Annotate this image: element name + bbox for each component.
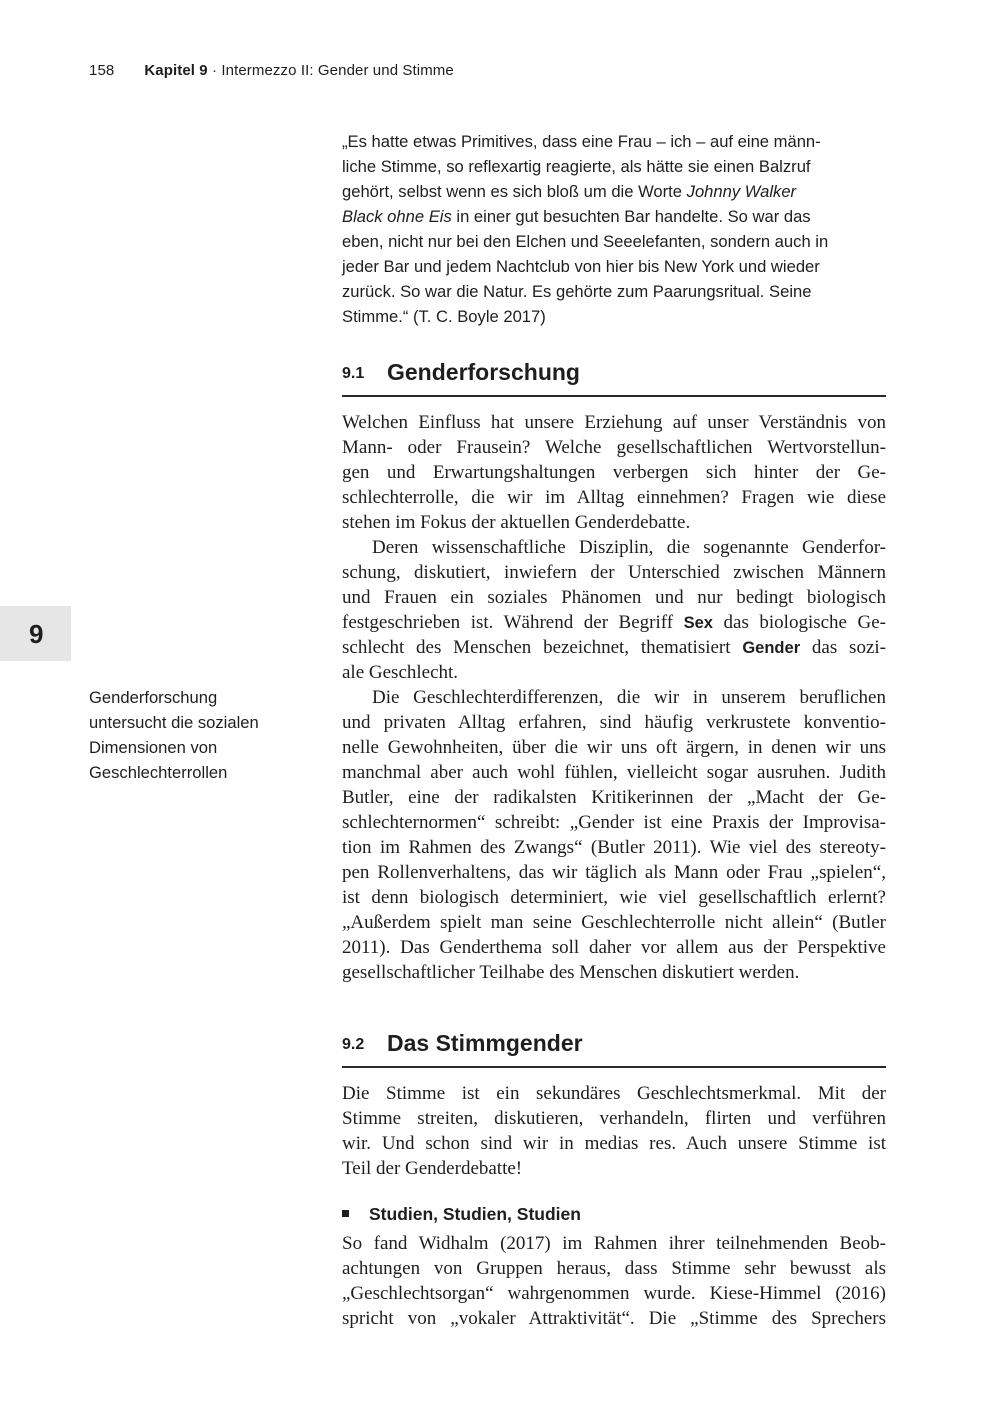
body-line: schlechterrolle, die wir im Alltag einnehmen? Fragen wie diese (342, 487, 886, 508)
body-line: Butler, eine der radikalsten Kritikerinnen der „Macht der Ge- (342, 787, 886, 808)
body-text: das biologische Ge- (712, 612, 887, 633)
section-heading-9-2 (342, 1028, 886, 1068)
quote-line: eben, nicht nur bei den Elchen und Seeelefanten, sondern auch in (342, 232, 829, 251)
section-1-body (342, 410, 886, 985)
section-number: 9.1 (342, 365, 365, 382)
page-number: 158 (89, 62, 115, 79)
body-line: Mann- oder Frausein? Welche gesellschaftlichen Wertvorstellun- (342, 437, 886, 458)
section-2-body (342, 1081, 886, 1181)
quote-line (342, 204, 886, 229)
body-line: spricht von „vokaler Attraktivität“. Die „Stimme des Sprechers (342, 1308, 886, 1329)
subsection-body (342, 1231, 886, 1331)
quote-line: liche Stimme, so reflexartig reagierte, als hätte sie einen Balzruf (342, 157, 811, 176)
section-title: Das Stimmgender (387, 1030, 583, 1056)
margin-note (89, 685, 309, 785)
body-line: „Außerdem spielt man seine Geschlechterrolle nicht allein“ (Butler (342, 912, 886, 933)
body-line: und Frauen ein soziales Phänomen und nur bedingt biologisch (342, 587, 886, 608)
body-line: „Geschlechtsorgan“ wahrgenommen wurde. Kiese-Himmel (2016) (342, 1283, 886, 1304)
body-line: Deren wissenschaftliche Disziplin, die sogenannte Genderfor- (372, 537, 886, 558)
bullet-square-icon (342, 1210, 349, 1217)
quote-line: zurück. So war die Natur. Es gehörte zum Paarungsritual. Seine (342, 282, 812, 301)
section-number: 9.2 (342, 1036, 365, 1053)
body-text: festgeschrieben ist. Während der Begriff (342, 612, 684, 633)
quote-italic-title: Black ohne Eis (342, 207, 452, 226)
body-line: achtungen von Gruppen heraus, dass Stimme sehr bewusst als (342, 1258, 886, 1279)
body-line: schlechternormen“ schreibt: „Gender ist eine Praxis der Improvisa- (342, 812, 886, 833)
chapter-thumb-tab (0, 606, 71, 661)
subsection-title: Studien, Studien, Studien (369, 1204, 581, 1224)
body-line: Stimme streiten, diskutieren, verhandeln, flirten und verführen (342, 1108, 886, 1129)
body-line: und privaten Alltag erfahren, sind häufig verkrustete konventio- (342, 712, 886, 733)
chapter-title: · Intermezzo II: Gender und Stimme (207, 62, 454, 79)
body-line: pen Rollenverhaltens, das wir täglich als Mann oder Frau „spielen“, (342, 862, 886, 883)
section-title: Genderforschung (387, 359, 580, 385)
margin-note-line: Genderforschung (89, 688, 218, 707)
body-line: Teil der Genderdebatte! (342, 1158, 523, 1179)
running-head (89, 62, 454, 79)
body-text: das sozi- (800, 637, 886, 658)
quote-text: in einer gut besuchten Bar handelte. So war das (451, 207, 811, 226)
body-line: 2011). Das Genderthema soll daher vor allem aus der Perspektive (342, 937, 886, 958)
quote-italic-title: Johnny Walker (686, 182, 797, 201)
section-heading-9-1 (342, 357, 886, 397)
epigraph-quote (342, 129, 886, 329)
body-line: gesellschaftlicher Teilhabe des Menschen diskutiert werden. (342, 962, 800, 983)
body-line: stehen im Fokus der aktuellen Genderdebatte. (342, 512, 691, 533)
body-line (342, 610, 886, 635)
quote-text: gehört, selbst wenn es sich bloß um die Worte (342, 182, 687, 201)
body-line: Welchen Einfluss hat unsere Erziehung auf unser Verständnis von (342, 412, 886, 433)
body-line: wir. Und schon sind wir in medias res. Auch unsere Stimme ist (342, 1133, 886, 1154)
body-line: So fand Widhalm (2017) im Rahmen ihrer teilnehmenden Beob- (342, 1233, 886, 1254)
body-line: gen und Erwartungshaltungen verbergen sich hinter der Ge- (342, 462, 886, 483)
margin-note-line: Geschlechterrollen (89, 763, 228, 782)
body-line: Die Geschlechterdifferenzen, die wir in unserem beruflichen (372, 687, 886, 708)
body-line: schung, diskutiert, inwiefern der Unterschied zwischen Männern (342, 562, 886, 583)
quote-line: jeder Bar und jedem Nachtclub von hier bis New York und wieder (342, 257, 820, 276)
term-sex: Sex (683, 614, 713, 632)
body-line: ist denn biologisch determiniert, wie viel gesellschaftlich erlernt? (342, 887, 886, 908)
body-line: nelle Gewohnheiten, über die wir uns oft ärgern, in denen wir uns (342, 737, 886, 758)
chapter-label: Kapitel 9 (144, 62, 208, 79)
margin-note-line: Dimensionen von (89, 738, 218, 757)
body-line (342, 635, 886, 660)
term-gender: Gender (742, 639, 801, 657)
quote-line: „Es hatte etwas Primitives, dass eine Frau – ich – auf eine männ- (342, 132, 821, 151)
quote-line: Stimme.“ (T. C. Boyle 2017) (342, 307, 546, 326)
chapter-tab-number: 9 (29, 619, 44, 649)
body-line: Die Stimme ist ein sekundäres Geschlechtsmerkmal. Mit der (342, 1083, 886, 1104)
body-line: ale Geschlecht. (342, 662, 459, 683)
body-line: tion im Rahmen des Zwangs“ (Butler 2011). Wie viel des stereoty- (342, 837, 886, 858)
margin-note-line: untersucht die sozialen (89, 713, 259, 732)
body-line: manchmal aber auch wohl fühlen, vielleicht sogar ausruhen. Judith (342, 762, 886, 783)
quote-line (342, 179, 886, 204)
subsection-heading (342, 1204, 581, 1225)
body-text: schlecht des Menschen bezeichnet, thematisiert (342, 637, 743, 658)
